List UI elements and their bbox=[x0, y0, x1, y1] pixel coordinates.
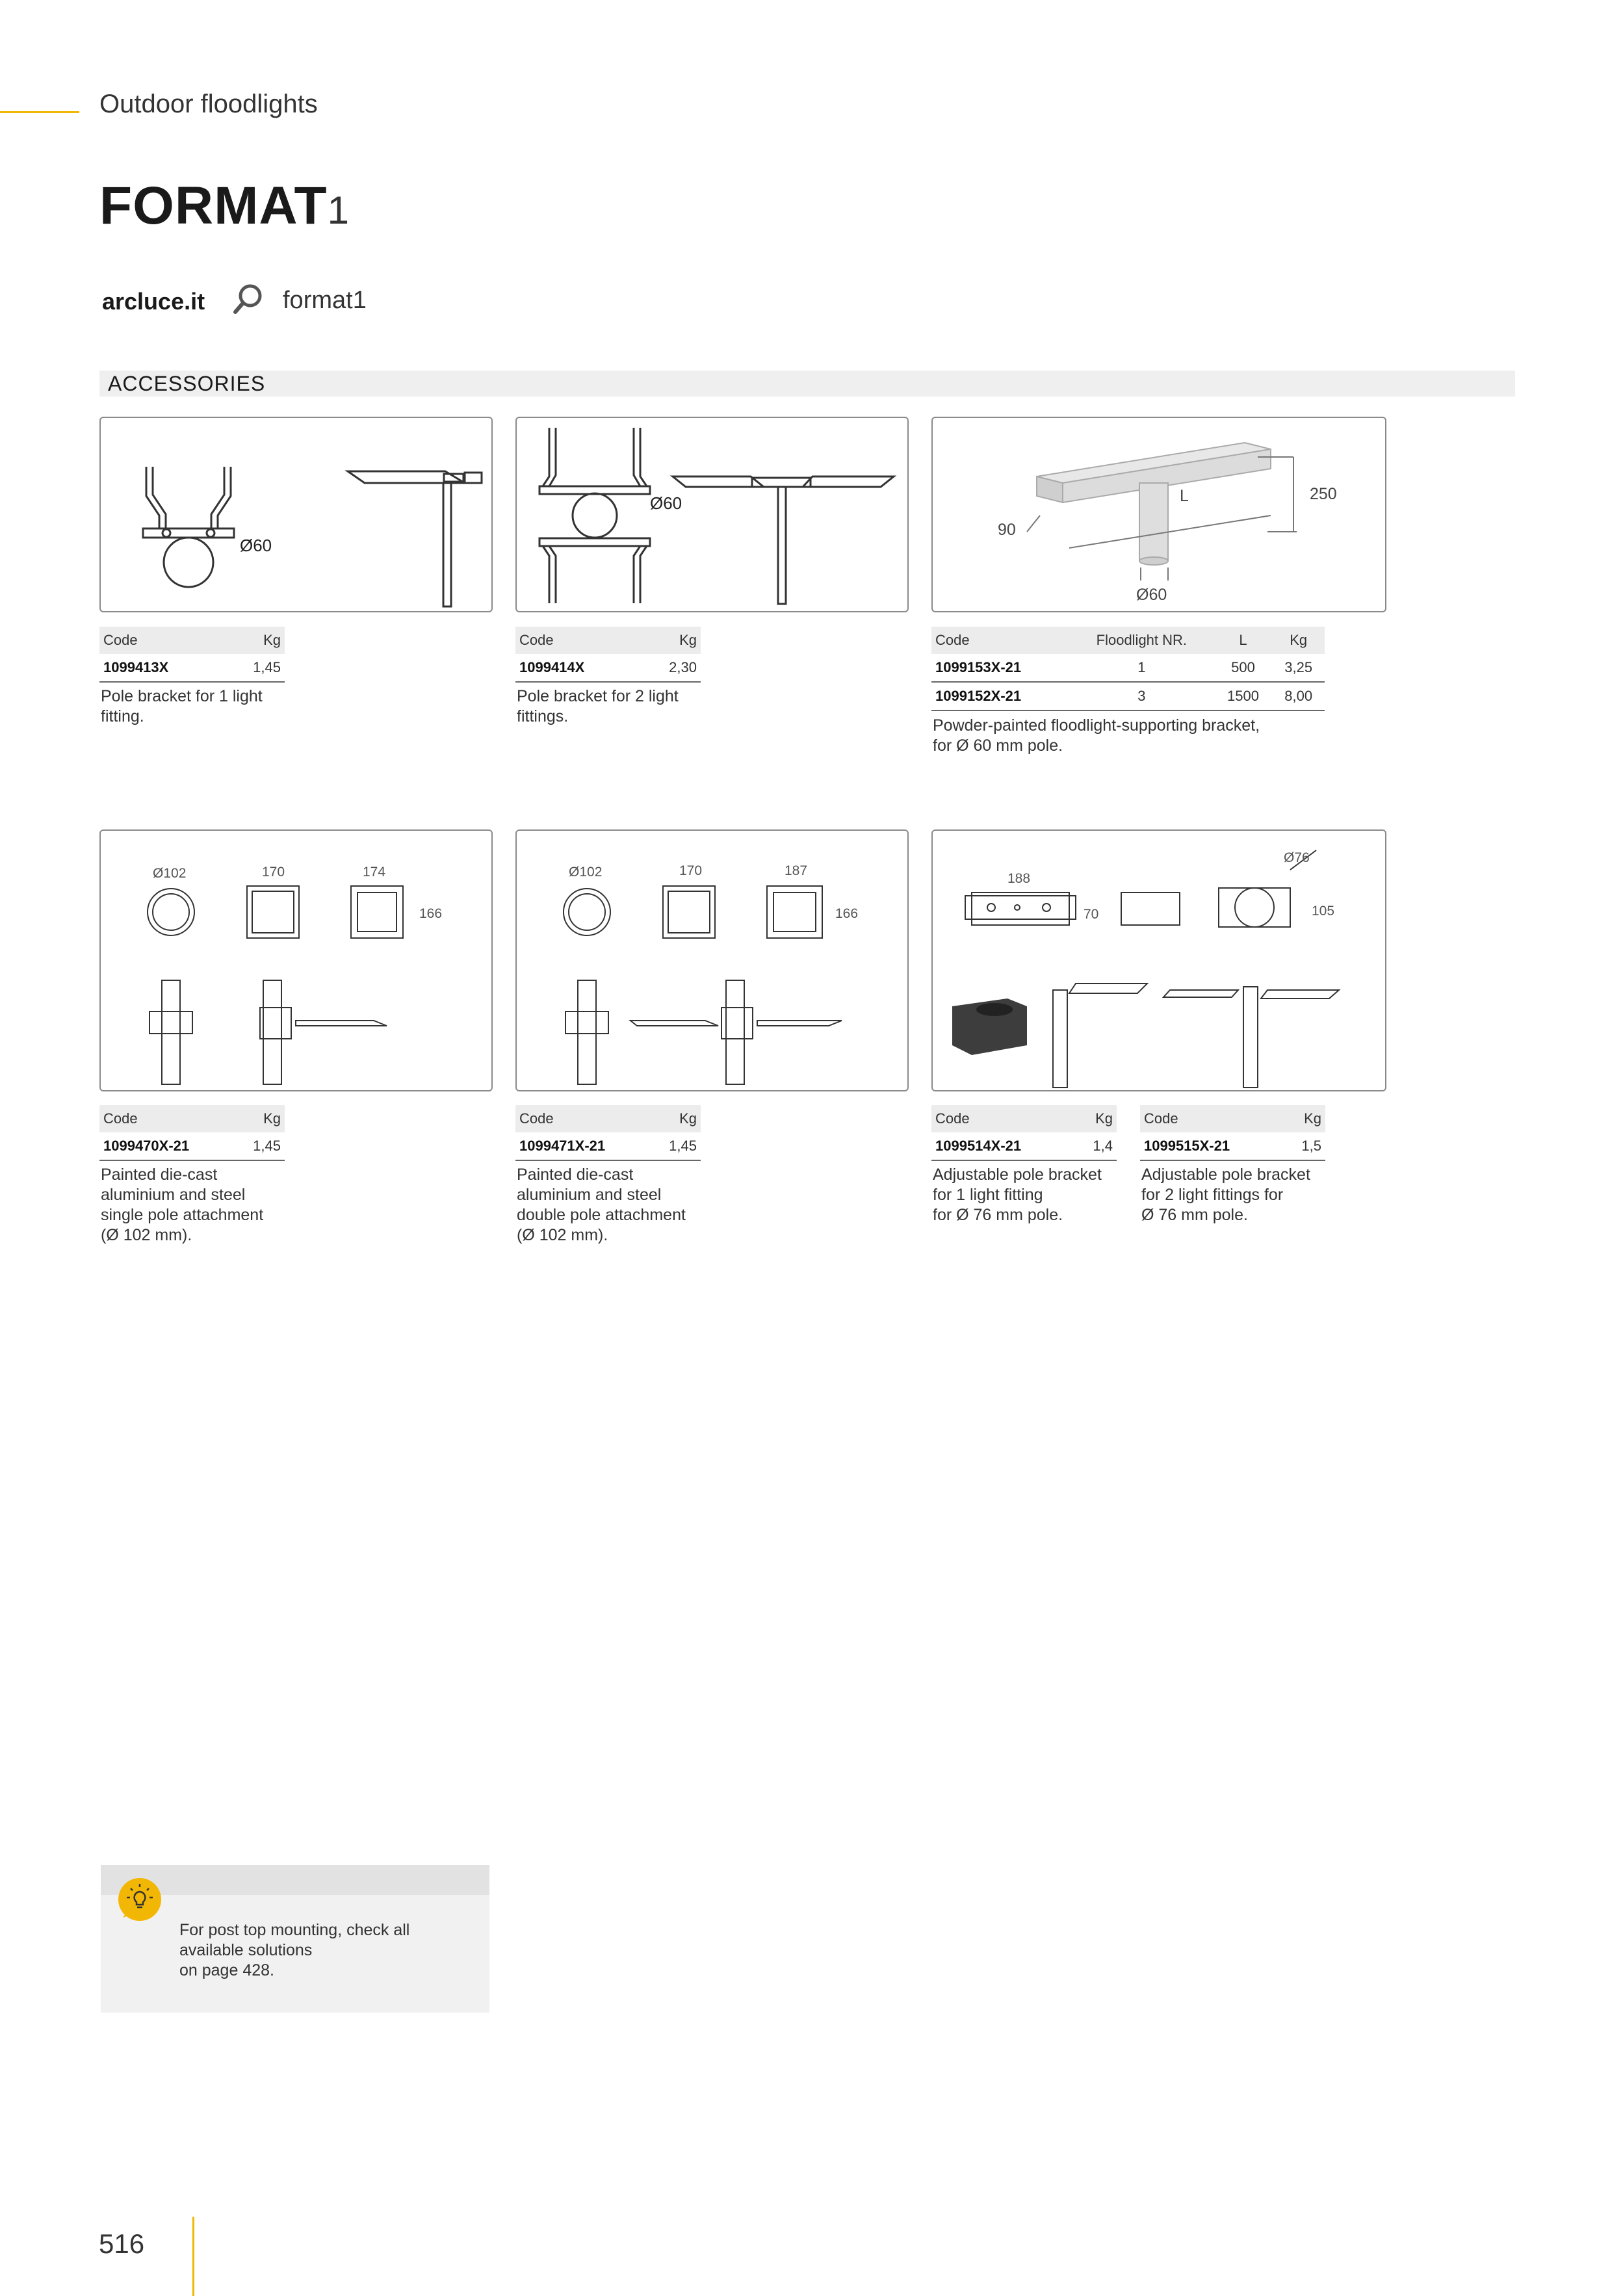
kg-cell: 2,30 bbox=[640, 654, 701, 682]
accessory-description: Powder-painted floodlight-supporting bracket, for Ø 60 mm pole. bbox=[933, 716, 1260, 755]
code-cell: 1099413X bbox=[99, 654, 224, 682]
accessory-card-1099471X bbox=[515, 829, 909, 1091]
height-label: 166 bbox=[419, 906, 443, 921]
col-code: Code bbox=[515, 1105, 649, 1132]
single-pole-attachment-drawing bbox=[101, 831, 494, 1093]
table-row bbox=[931, 654, 1325, 682]
col-kg: Kg bbox=[640, 627, 701, 654]
col-code: Code bbox=[515, 627, 640, 654]
kg-cell: 1,45 bbox=[233, 1132, 285, 1160]
accessory-description: Adjustable pole bracket for 1 light fitting for Ø 76 mm pole. bbox=[933, 1166, 1102, 1224]
code-cell: 1099515X-21 bbox=[1140, 1132, 1283, 1160]
kg-cell: 1,4 bbox=[1074, 1132, 1117, 1160]
kg-cell: 1,45 bbox=[649, 1132, 701, 1160]
spec-table-1099413X bbox=[99, 627, 285, 683]
col-kg: Kg bbox=[1283, 1105, 1325, 1132]
col-code: Code bbox=[99, 1105, 233, 1132]
note-text: For post top mounting, check all available solutions on page 428. bbox=[179, 1921, 410, 1979]
depth-label: 105 bbox=[1312, 904, 1335, 919]
accessory-description: Adjustable pole bracket for 2 light fittings for Ø 76 mm pole. bbox=[1141, 1166, 1310, 1224]
floodlight-nr-cell: 1 bbox=[1069, 654, 1214, 682]
width-label: 188 bbox=[1007, 871, 1031, 886]
table-row bbox=[1140, 1132, 1325, 1160]
accessory-card-1099414X bbox=[515, 417, 909, 612]
section-band bbox=[99, 371, 1515, 397]
table-row bbox=[515, 654, 701, 682]
diameter-label: Ø102 bbox=[569, 865, 603, 880]
section-title: ACCESSORIES bbox=[108, 372, 266, 395]
lightbulb-icon bbox=[118, 1877, 162, 1922]
code-cell: 1099470X-21 bbox=[99, 1132, 233, 1160]
code-cell: 1099471X-21 bbox=[515, 1132, 649, 1160]
col-kg: Kg bbox=[1272, 627, 1325, 654]
page-number: 516 bbox=[99, 2228, 145, 2259]
width-label: 170 bbox=[262, 865, 285, 880]
depth-label: 187 bbox=[785, 863, 808, 878]
table-row bbox=[99, 654, 285, 682]
site-domain[interactable]: arcluce.it bbox=[102, 288, 205, 315]
col-length: L bbox=[1214, 627, 1273, 654]
table-row bbox=[931, 682, 1325, 711]
depth-label: 174 bbox=[363, 865, 386, 880]
bracket-3d-drawing bbox=[933, 418, 1388, 614]
header-accent-line bbox=[0, 111, 79, 113]
kg-cell: 1,5 bbox=[1283, 1132, 1325, 1160]
kg-cell: 8,00 bbox=[1272, 682, 1325, 711]
floodlight-nr-cell: 3 bbox=[1069, 682, 1214, 711]
footer-accent-line bbox=[192, 2217, 194, 2296]
product-title bbox=[99, 176, 349, 237]
kg-cell: 1,45 bbox=[224, 654, 285, 682]
col-code: Code bbox=[99, 627, 224, 654]
accessory-card-1099514X bbox=[931, 829, 1386, 1091]
height-label: 70 bbox=[1084, 907, 1099, 922]
code-cell: 1099414X bbox=[515, 654, 640, 682]
code-cell: 1099514X-21 bbox=[931, 1132, 1074, 1160]
spec-table-1099414X bbox=[515, 627, 701, 683]
spec-table-1099470X bbox=[99, 1105, 285, 1161]
accessory-card-1099153X bbox=[931, 417, 1386, 612]
accessory-description: Painted die-cast aluminium and steel double pole attachment (Ø 102 mm). bbox=[517, 1166, 686, 1244]
diameter-label: Ø60 bbox=[240, 536, 272, 555]
category-title: Outdoor floodlights bbox=[99, 90, 318, 118]
col-kg: Kg bbox=[224, 627, 285, 654]
spec-table-1099514X bbox=[931, 1105, 1117, 1161]
length-label: L bbox=[1180, 487, 1189, 505]
table-row bbox=[99, 1132, 285, 1160]
adjustable-pole-bracket-drawing bbox=[933, 831, 1388, 1093]
search-icon bbox=[231, 282, 265, 316]
pole-bracket-single-drawing bbox=[101, 418, 494, 614]
kg-cell: 3,25 bbox=[1272, 654, 1325, 682]
diameter-label: Ø60 bbox=[650, 493, 682, 513]
search-term[interactable]: format1 bbox=[283, 287, 367, 314]
length-cell: 1500 bbox=[1214, 682, 1273, 711]
height-label: 250 bbox=[1310, 485, 1337, 503]
col-kg: Kg bbox=[233, 1105, 285, 1132]
code-cell: 1099153X-21 bbox=[931, 654, 1069, 682]
depth-label: 90 bbox=[998, 521, 1016, 539]
col-floodlight-nr: Floodlight NR. bbox=[1069, 627, 1214, 654]
accessory-description: Pole bracket for 2 light fittings. bbox=[517, 687, 679, 725]
accessory-card-1099413X bbox=[99, 417, 493, 612]
spec-table-1099471X bbox=[515, 1105, 701, 1161]
col-code: Code bbox=[1140, 1105, 1283, 1132]
col-code: Code bbox=[931, 1105, 1074, 1132]
diameter-label: Ø102 bbox=[153, 866, 187, 881]
spec-table-1099515X bbox=[1140, 1105, 1325, 1161]
table-row bbox=[931, 1132, 1117, 1160]
accessory-card-1099470X bbox=[99, 829, 493, 1091]
code-cell: 1099152X-21 bbox=[931, 682, 1069, 711]
double-pole-attachment-drawing bbox=[517, 831, 910, 1093]
width-label: 170 bbox=[679, 863, 703, 878]
accessory-description: Pole bracket for 1 light fitting. bbox=[101, 687, 263, 725]
product-suffix: 1 bbox=[327, 189, 349, 232]
col-code: Code bbox=[931, 627, 1069, 654]
height-label: 166 bbox=[835, 906, 859, 921]
col-kg: Kg bbox=[1074, 1105, 1117, 1132]
accessory-description: Painted die-cast aluminium and steel single pole attachment (Ø 102 mm). bbox=[101, 1166, 264, 1244]
spec-table-1099153X bbox=[931, 627, 1325, 711]
diameter-label: Ø76 bbox=[1284, 850, 1310, 865]
product-name: FORMAT bbox=[99, 176, 328, 235]
diameter-label: Ø60 bbox=[1136, 586, 1167, 604]
table-row bbox=[515, 1132, 701, 1160]
length-cell: 500 bbox=[1214, 654, 1273, 682]
pole-bracket-double-drawing bbox=[517, 418, 910, 614]
col-kg: Kg bbox=[649, 1105, 701, 1132]
